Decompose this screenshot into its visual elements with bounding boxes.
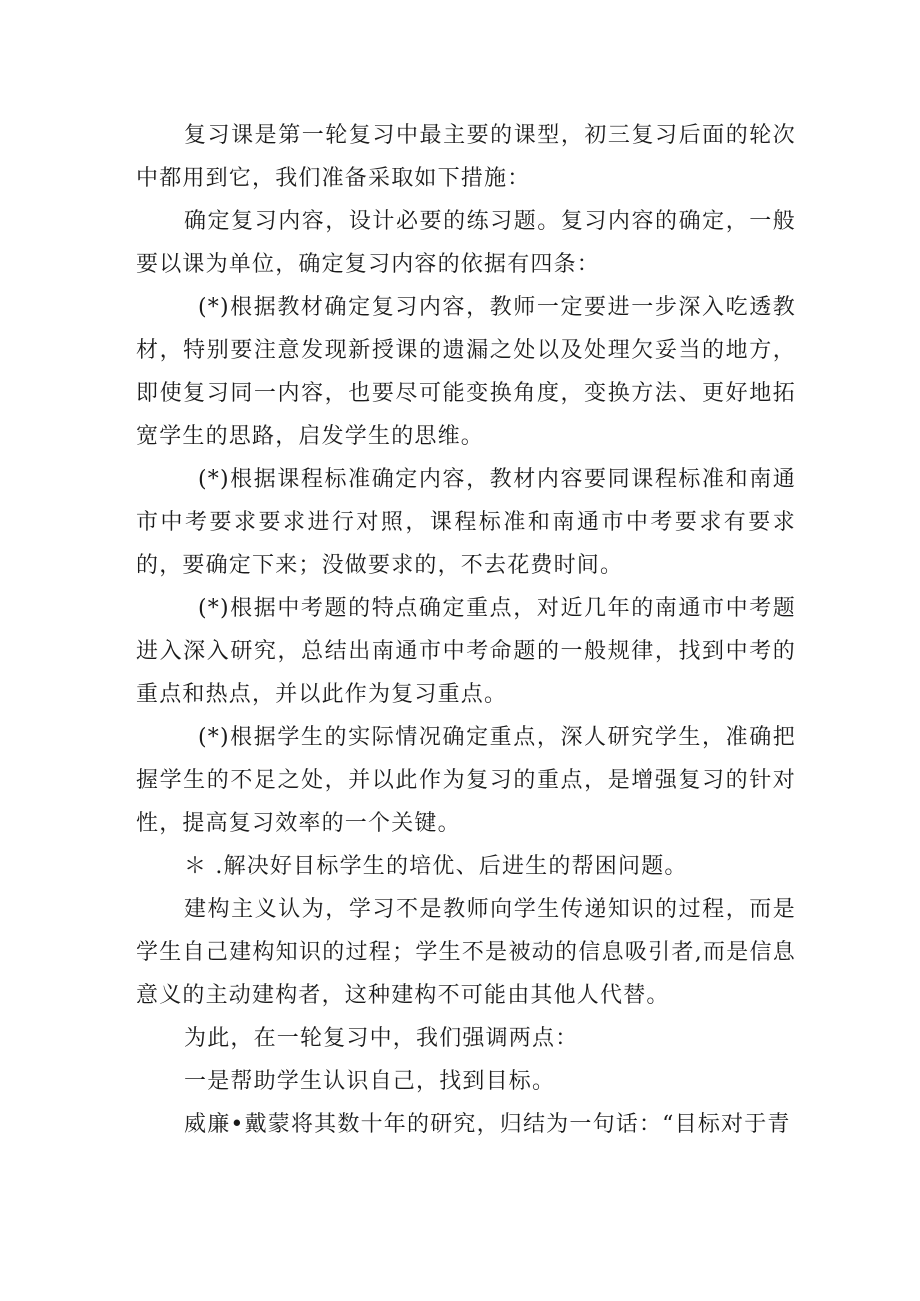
paragraph-point-one: 一是帮助学生认识自己，找到目标。 — [184, 1069, 556, 1094]
paragraph-determine-content: 确定复习内容，设计必要的练习题。复习内容的确定，一般要以课为单位，确定复习内容的依据有四条： — [136, 209, 796, 277]
paragraph-william-damon: 威廉•戴蒙将其数十年的研究，归结为一句话：“目标对于青 — [184, 1112, 791, 1137]
paragraph-basis-students: (*)根据学生的实际情况确定重点，深人研究学生，准确把握学生的不足之处，并以此作为复习的重点，是增强复习的针对性，提高复习效率的一个关键。 — [136, 725, 796, 836]
paragraph-constructivism: 建构主义认为，学习不是教师向学生传递知识的过程，而是学生自己建构知识的过程；学生不是被动的信息吸引者,而是信息意义的主动建构者，这种建构不可能由其他人代替。 — [136, 897, 796, 1008]
paragraph-two-points: 为此，在一轮复习中，我们强调两点： — [184, 1026, 579, 1051]
paragraph-review-class-intro: 复习课是第一轮复习中最主要的课型，初三复习后面的轮次中都用到它，我们准备采取如下措施： — [136, 123, 796, 191]
paragraph-basis-textbook: (*)根据教材确定复习内容，教师一定要进一步深入吃透教材，特别要注意发现新授课的遗漏之处以及处理欠妥当的地方，即使复习同一内容，也要尽可能变换角度，变换方法、更好地拓宽学生的思路，启发学生的思维。 — [136, 295, 796, 449]
paragraph-basis-curriculum: (*)根据课程标准确定内容，教材内容要同课程标准和南通市中考要求要求进行对照，课程标准和南通市中考要求有要求的，要确定下来；没做要求的，不去花费时间。 — [136, 467, 796, 578]
paragraph-basis-exam: (*)根据中考题的特点确定重点，对近几年的南通市中考题进入深入研究，总结出南通市中考命题的一般规律，找到中考的重点和热点，并以此作为复习重点。 — [136, 596, 796, 707]
paragraph-target-students: ＊ .解决好目标学生的培优、后进生的帮困问题。 — [184, 854, 688, 879]
